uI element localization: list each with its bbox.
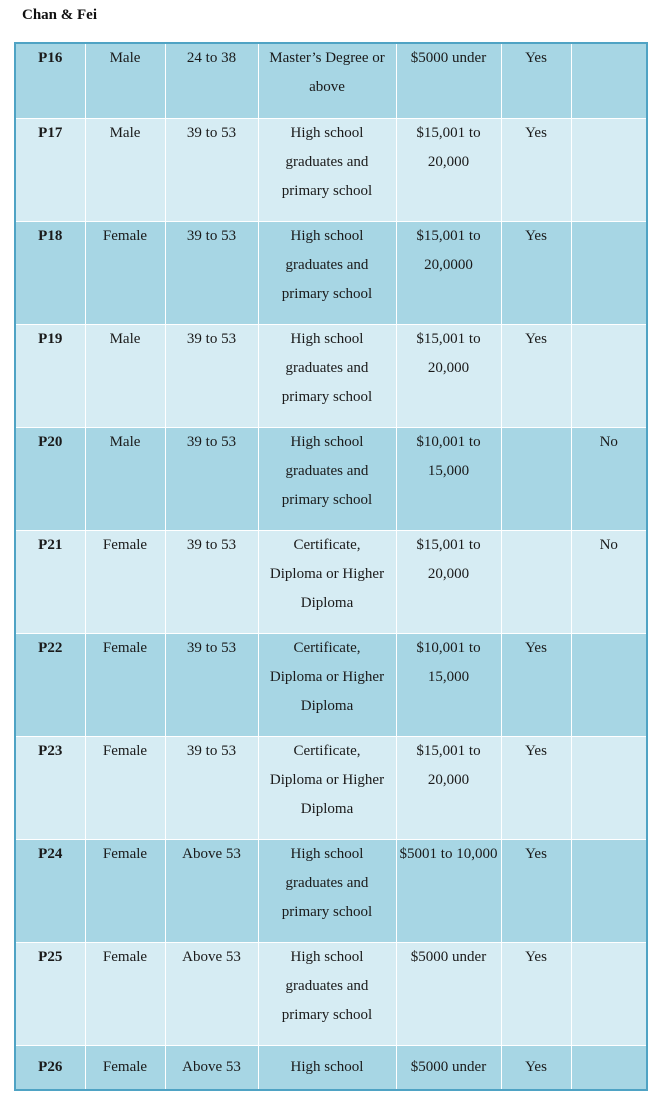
yes-cell: Yes bbox=[501, 633, 571, 736]
participant-id-cell: P22 bbox=[15, 633, 85, 736]
participant-id-cell: P19 bbox=[15, 324, 85, 427]
table-row bbox=[15, 1045, 647, 1090]
yes-cell: Yes bbox=[501, 118, 571, 221]
education-cell: Master’s Degree or above bbox=[258, 43, 396, 118]
table-row bbox=[15, 43, 647, 118]
participant-id-cell: P17 bbox=[15, 118, 85, 221]
income-cell: $15,001 to 20,0000 bbox=[396, 221, 501, 324]
education-cell: High school graduates and primary school bbox=[258, 118, 396, 221]
participant-table bbox=[14, 42, 648, 1091]
table-row bbox=[15, 839, 647, 942]
table-row bbox=[15, 427, 647, 530]
table-row bbox=[15, 736, 647, 839]
education-cell: High school graduates and primary school bbox=[258, 942, 396, 1045]
education-cell: High school graduates and primary school bbox=[258, 839, 396, 942]
participant-id-cell: P24 bbox=[15, 839, 85, 942]
table-row bbox=[15, 633, 647, 736]
gender-cell: Male bbox=[85, 118, 165, 221]
no-cell bbox=[571, 324, 647, 427]
gender-cell: Female bbox=[85, 736, 165, 839]
age-range-cell: 39 to 53 bbox=[165, 118, 258, 221]
no-cell bbox=[571, 118, 647, 221]
income-cell: $10,001 to 15,000 bbox=[396, 633, 501, 736]
yes-cell: Yes bbox=[501, 942, 571, 1045]
participant-id-cell: P25 bbox=[15, 942, 85, 1045]
age-range-cell: 39 to 53 bbox=[165, 530, 258, 633]
yes-cell: Yes bbox=[501, 43, 571, 118]
income-cell: $15,001 to 20,000 bbox=[396, 118, 501, 221]
gender-cell: Female bbox=[85, 1045, 165, 1090]
table-row bbox=[15, 942, 647, 1045]
age-range-cell: 39 to 53 bbox=[165, 736, 258, 839]
age-range-cell: Above 53 bbox=[165, 1045, 258, 1090]
gender-cell: Female bbox=[85, 530, 165, 633]
no-cell: No bbox=[571, 427, 647, 530]
table-row bbox=[15, 118, 647, 221]
age-range-cell: 39 to 53 bbox=[165, 324, 258, 427]
no-cell bbox=[571, 43, 647, 118]
education-cell: Certificate, Diploma or Higher Diploma bbox=[258, 736, 396, 839]
gender-cell: Female bbox=[85, 839, 165, 942]
participant-table-container bbox=[14, 42, 646, 1091]
no-cell bbox=[571, 942, 647, 1045]
participant-id-cell: P20 bbox=[15, 427, 85, 530]
education-cell: Certificate, Diploma or Higher Diploma bbox=[258, 633, 396, 736]
income-cell: $5000 under bbox=[396, 942, 501, 1045]
gender-cell: Female bbox=[85, 942, 165, 1045]
yes-cell bbox=[501, 427, 571, 530]
table-row bbox=[15, 221, 647, 324]
participant-id-cell: P18 bbox=[15, 221, 85, 324]
age-range-cell: 39 to 53 bbox=[165, 427, 258, 530]
yes-cell: Yes bbox=[501, 1045, 571, 1090]
yes-cell: Yes bbox=[501, 324, 571, 427]
income-cell: $5000 under bbox=[396, 1045, 501, 1090]
income-cell: $5000 under bbox=[396, 43, 501, 118]
no-cell: No bbox=[571, 530, 647, 633]
income-cell: $15,001 to 20,000 bbox=[396, 530, 501, 633]
income-cell: $15,001 to 20,000 bbox=[396, 324, 501, 427]
no-cell bbox=[571, 736, 647, 839]
participant-id-cell: P21 bbox=[15, 530, 85, 633]
income-cell: $10,001 to 15,000 bbox=[396, 427, 501, 530]
gender-cell: Male bbox=[85, 324, 165, 427]
participant-id-cell: P16 bbox=[15, 43, 85, 118]
table-row bbox=[15, 324, 647, 427]
no-cell bbox=[571, 839, 647, 942]
participant-id-cell: P26 bbox=[15, 1045, 85, 1090]
gender-cell: Male bbox=[85, 427, 165, 530]
no-cell bbox=[571, 221, 647, 324]
no-cell bbox=[571, 1045, 647, 1090]
yes-cell: Yes bbox=[501, 839, 571, 942]
table-row bbox=[15, 530, 647, 633]
age-range-cell: 24 to 38 bbox=[165, 43, 258, 118]
education-cell: Certificate, Diploma or Higher Diploma bbox=[258, 530, 396, 633]
education-cell: High school bbox=[258, 1045, 396, 1090]
yes-cell: Yes bbox=[501, 736, 571, 839]
participant-table-body bbox=[15, 43, 647, 1090]
age-range-cell: Above 53 bbox=[165, 942, 258, 1045]
age-range-cell: 39 to 53 bbox=[165, 633, 258, 736]
income-cell: $15,001 to 20,000 bbox=[396, 736, 501, 839]
participant-id-cell: P23 bbox=[15, 736, 85, 839]
no-cell bbox=[571, 633, 647, 736]
gender-cell: Female bbox=[85, 221, 165, 324]
yes-cell: Yes bbox=[501, 221, 571, 324]
age-range-cell: Above 53 bbox=[165, 839, 258, 942]
age-range-cell: 39 to 53 bbox=[165, 221, 258, 324]
gender-cell: Male bbox=[85, 43, 165, 118]
income-cell: $5001 to 10,000 bbox=[396, 839, 501, 942]
education-cell: High school graduates and primary school bbox=[258, 221, 396, 324]
yes-cell bbox=[501, 530, 571, 633]
gender-cell: Female bbox=[85, 633, 165, 736]
education-cell: High school graduates and primary school bbox=[258, 427, 396, 530]
running-header: Chan & Fei bbox=[22, 7, 97, 23]
education-cell: High school graduates and primary school bbox=[258, 324, 396, 427]
